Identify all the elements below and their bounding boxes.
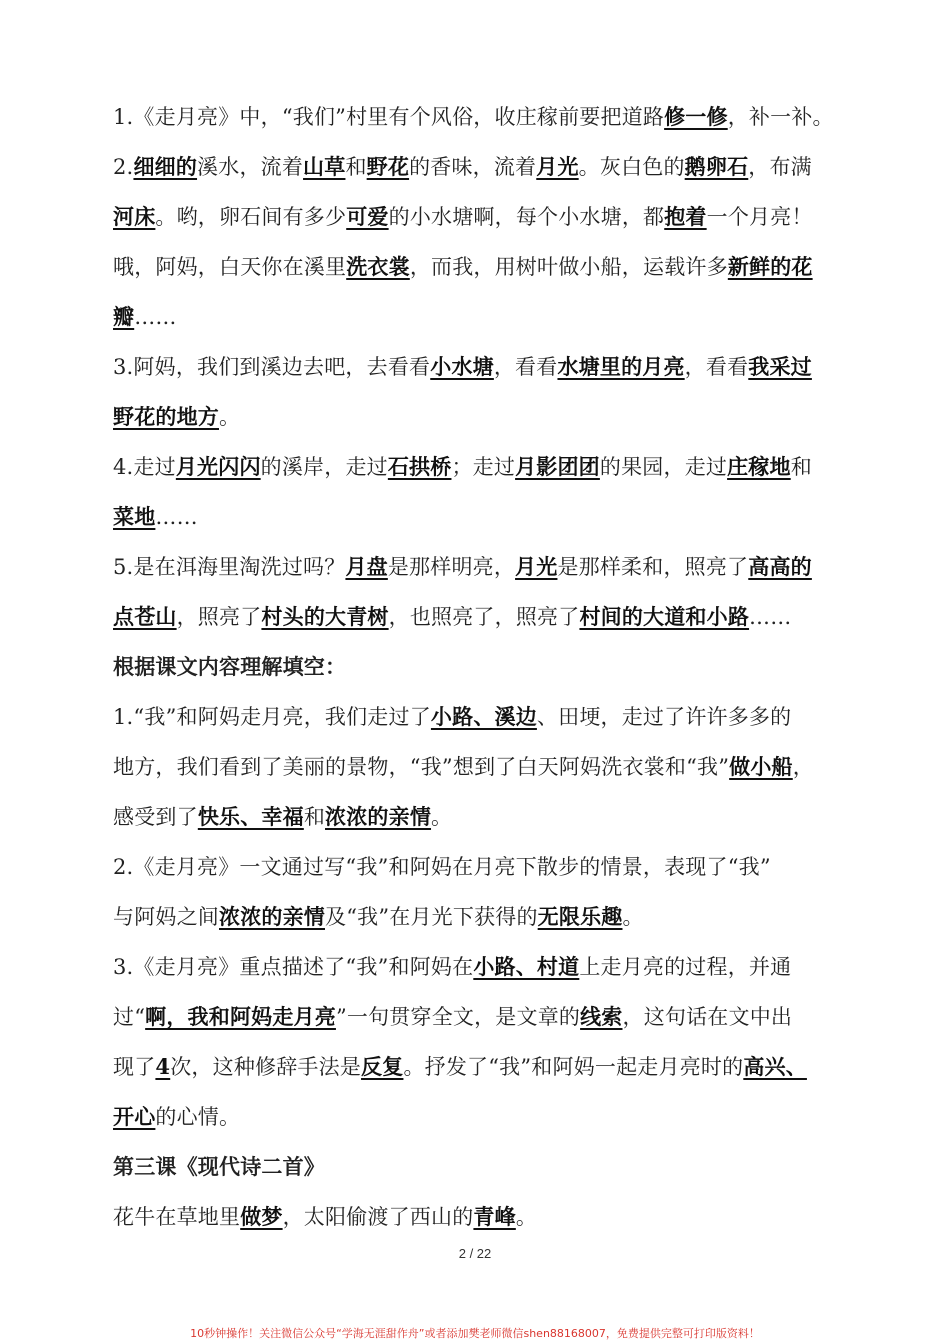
text-line: [113, 842, 865, 892]
line-text: ”一句贯穿全文，是文章的: [335, 1005, 581, 1029]
text-line: [113, 592, 865, 642]
line-text: ，: [792, 755, 814, 779]
section-heading: 根据课文内容理解填空：: [113, 655, 347, 679]
line-text: 的溪岸，走过: [260, 455, 388, 479]
text-line: [113, 792, 865, 842]
answer-blank: 小路、溪边: [430, 704, 537, 729]
line-text: 1.“我”和阿妈走月亮，我们走过了: [113, 705, 431, 729]
line-text: 2.: [113, 155, 134, 179]
line-text: ……: [749, 605, 792, 629]
answer-blank: 细细的: [133, 154, 198, 179]
answer-blank: 月盘: [345, 554, 388, 579]
line-text: ，也照亮了，照亮了: [388, 605, 580, 629]
text-line: [113, 1092, 865, 1142]
answer-blank: 村间的大道和小路: [579, 604, 750, 629]
page-number: 2 / 22: [458, 1246, 492, 1261]
line-text: 与阿妈之间: [113, 905, 219, 929]
line-text: 。: [431, 805, 453, 829]
line-text: ，布满: [748, 155, 812, 179]
line-text: 。: [219, 405, 241, 429]
line-text: ……: [155, 505, 198, 529]
answer-blank: 山草: [303, 154, 346, 179]
line-text: 的心情。: [155, 1105, 241, 1129]
line-text: 一个月亮！: [706, 205, 813, 229]
line-text: ……: [134, 305, 177, 329]
answer-blank: 点苍山: [113, 604, 177, 629]
line-text: ，而我，用树叶做小船，运载许多: [409, 255, 728, 279]
text-line: [113, 892, 865, 942]
line-text: 的香味，流着: [409, 155, 537, 179]
answer-blank: 做小船: [729, 754, 793, 779]
line-text: 和: [790, 455, 812, 479]
answer-blank: 抱着: [664, 204, 707, 229]
answer-blank: 快乐、幸福: [197, 804, 304, 829]
line-text: 。: [622, 905, 644, 929]
answer-blank: 庄稼地: [727, 454, 791, 479]
answer-blank: 洗衣裳: [346, 254, 410, 279]
line-text: 的果园，走过: [599, 455, 728, 479]
answer-blank: 我采过: [748, 354, 812, 379]
text-line: [113, 692, 865, 742]
line-text: 及“我”在月光下获得的: [325, 905, 538, 929]
answer-blank: 线索: [580, 1004, 623, 1029]
line-text: 花牛在草地里: [113, 1205, 241, 1229]
answer-blank: 高高的: [748, 554, 812, 579]
text-line: [113, 342, 865, 392]
line-text: 是那样柔和，照亮了: [557, 555, 749, 579]
answer-blank: 无限乐趣: [537, 904, 623, 929]
answer-blank: 可爱: [346, 204, 389, 229]
text-line: [113, 1142, 865, 1192]
answer-blank: 石拱桥: [387, 454, 452, 479]
answer-blank: 高兴、: [743, 1054, 807, 1079]
answer-blank: 反复: [361, 1054, 404, 1079]
answer-blank: 啊，我和阿妈走月亮: [145, 1004, 336, 1029]
text-line: [113, 1042, 865, 1092]
line-text: ，这句话在文中出: [622, 1005, 793, 1029]
line-text: ，看看: [493, 355, 558, 379]
answer-blank: 新鲜的花: [727, 254, 813, 279]
answer-blank: 浓浓的亲情: [219, 904, 325, 929]
answer-blank: 小水塘: [430, 354, 494, 379]
answer-blank: 野花的地方: [113, 404, 219, 429]
answer-blank: 青峰: [473, 1204, 516, 1229]
text-line: [113, 442, 865, 492]
answer-blank: 修一修: [664, 104, 728, 129]
line-text: 和: [303, 805, 326, 829]
line-text: 的小水塘啊，每个小水塘，都: [388, 205, 665, 229]
line-text: 和: [345, 155, 367, 179]
line-text: 地方，我们看到了美丽的景物，“我”想到了白天阿妈洗衣裳和“我”: [113, 755, 730, 779]
text-line: [113, 992, 865, 1042]
answer-blank: 瓣: [113, 304, 135, 329]
text-line: [113, 142, 865, 192]
text-line: [113, 392, 865, 442]
line-text: ，补一补。: [727, 105, 834, 129]
answer-blank: 月光: [515, 554, 558, 579]
text-line: [113, 942, 865, 992]
text-line: [113, 1192, 865, 1242]
answer-blank: 菜地: [113, 504, 156, 529]
line-text: 。: [515, 1205, 538, 1229]
answer-blank: 河床: [113, 204, 156, 229]
answer-blank: 月影团团: [515, 454, 600, 479]
line-text: 2.《走月亮》一文通过写“我”和阿妈在月亮下散步的情景，表现了“我”: [113, 855, 771, 879]
line-text: ，照亮了: [176, 605, 262, 629]
text-line: [113, 292, 865, 342]
line-text: 上走月亮的过程，并通: [579, 955, 792, 979]
text-line: [113, 542, 865, 592]
line-text: 。哟，卵石间有多少: [155, 205, 347, 229]
line-text: 过“: [113, 1005, 146, 1029]
footer-notice: 10秒钟操作！关注微信公众号“学海无涯甜作舟”或者添加樊老师微信shen88168007，免费提供完整可打印版资料！: [190, 1327, 760, 1340]
line-text: 3.《走月亮》重点描述了“我”和阿妈在: [113, 955, 474, 979]
line-text: 3.阿妈，我们到溪边去吧，去看看: [113, 355, 431, 379]
line-text: ，看看: [684, 355, 749, 379]
answer-blank: 村头的大青树: [261, 604, 389, 629]
line-text: 是那样明亮，: [387, 555, 516, 579]
answer-blank: 4: [155, 1054, 171, 1079]
answer-blank: 做梦: [240, 1204, 283, 1229]
line-text: 、田埂，走过了许许多多的: [536, 705, 792, 729]
answer-blank: 鹅卵石: [684, 154, 749, 179]
line-text: 5.是在洱海里淘洗过吗？: [113, 555, 346, 579]
answer-blank: 小路、村道: [473, 954, 580, 979]
answer-blank: 水塘里的月亮: [557, 354, 685, 379]
line-text: 4.走过: [113, 455, 176, 479]
answer-blank: 月光闪闪: [175, 454, 261, 479]
line-text: 。抒发了“我”和阿妈一起走月亮时的: [403, 1055, 744, 1079]
answer-blank: 浓浓的亲情: [325, 804, 432, 829]
text-line: [113, 92, 865, 142]
text-line: [113, 642, 865, 692]
line-text: 溪水，流着: [197, 155, 304, 179]
answer-blank: 开心: [113, 1104, 156, 1129]
text-line: [113, 192, 865, 242]
text-line: [113, 742, 865, 792]
line-text: 1.《走月亮》中，“我们”村里有个风俗，收庄稼前要把道路: [113, 105, 665, 129]
answer-blank: 月光: [536, 154, 579, 179]
answer-blank: 野花: [366, 154, 410, 179]
line-text: ；走过: [451, 455, 516, 479]
line-text: 。灰白色的: [578, 155, 685, 179]
line-text: 次，这种修辞手法是: [170, 1055, 362, 1079]
line-text: ，太阳偷渡了西山的: [282, 1205, 474, 1229]
line-text: 现了: [113, 1055, 156, 1079]
text-line: [113, 242, 865, 292]
document-body: [113, 92, 865, 1242]
line-text: 哦，阿妈，白天你在溪里: [113, 255, 347, 279]
line-text: 感受到了: [113, 805, 198, 829]
section-heading: 第三课《现代诗二首》: [113, 1155, 325, 1179]
text-line: [113, 492, 865, 542]
